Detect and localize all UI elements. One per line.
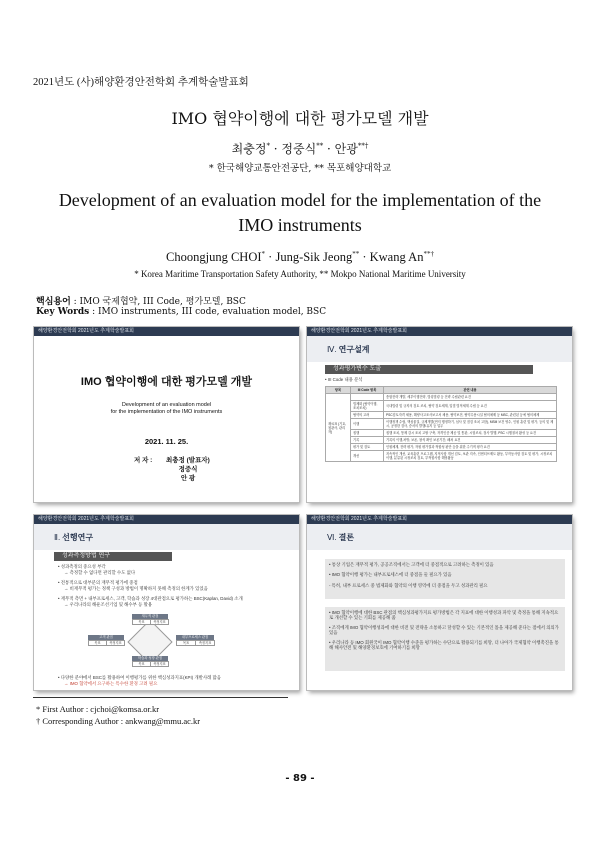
slide-bullet: • 전통적으로 대부분의 재무적 평가에 중점: [58, 580, 138, 585]
title-english: Development of an evaluation model for the implementation of the IMO instruments: [58, 190, 542, 235]
slide-section-band: [307, 524, 572, 550]
author-1: 최충정: [231, 142, 267, 156]
bsc-cell: 목표: [176, 640, 196, 646]
bsc-cell: 측정지표: [106, 640, 125, 646]
section-number: Ⅵ.: [327, 533, 337, 542]
table-cell: 국내법령 및 규칙의 검토 조치, 협약 검토체계, 입법 법적체계 수립 등 요건: [384, 401, 557, 412]
section-title: [327, 344, 370, 355]
author-sep: ·: [323, 142, 335, 156]
keywords-label: 핵심용어: [36, 297, 71, 307]
table-row: [326, 419, 557, 430]
conclusion-box-1: [325, 559, 565, 599]
slide-title: [34, 327, 299, 502]
bsc-cell: 목표: [132, 619, 151, 625]
footnote-divider: [33, 697, 288, 698]
bsc-learning-box: 학습과 성장 관점: [132, 656, 168, 661]
section-number: Ⅱ.: [54, 533, 61, 542]
slide-bullet-sub: → IMO 협약에서 요구하는 특수한 환경 고려 필요: [64, 681, 158, 686]
table-row: [326, 451, 557, 462]
bsc-cell: 목표: [132, 661, 151, 667]
section-name: 선행연구: [62, 533, 94, 542]
author-en-1: Choongjung CHOI: [166, 250, 262, 265]
keywords-text: : IMO 국제협약, III Code, 평가모델, BSC: [73, 297, 246, 307]
section-title: [54, 532, 93, 543]
table-cell: [351, 394, 384, 401]
slide-bullet: • 성과측정의 중요성 부각: [58, 564, 106, 569]
bsc-financial-box: 재무적 관점: [132, 614, 168, 619]
conclusion-point: • IMO 협약이행에 대한 BSC 관점의 핵심성과평가지표 평가방법은 각 지표에 대한 이행성과 파악 및 측정을 통해 지속적으로 개선할 수 있는 기회를 제공해 줌: [329, 610, 559, 621]
page-number: - 89 -: [285, 773, 315, 784]
authors-english: Choongjung CHOI* · Jung-Sik Jeong** · Kwang An**†: [166, 250, 434, 265]
keywords-label: Key Words: [36, 307, 90, 317]
section-number: Ⅳ.: [327, 345, 337, 354]
slide-bullet: • 다양한 분야에서 BSC를 활용하여 이행평가를 위한 핵심성과지표(KPI) 개발사례 많음: [58, 675, 222, 680]
section-title: [327, 532, 354, 543]
conclusion-point: • 조직에게 IMO 협약이행성과에 대한 비전 및 전략을 소통하고 달성할 수 있는 기본적인 틀을 제공해 준다는 점에서 의의가 있음: [329, 624, 559, 636]
slide-bullet: • III Code 내용 분석: [325, 377, 363, 382]
slide-date: 2021. 11. 25.: [144, 437, 189, 446]
author-sep: ·: [359, 250, 370, 265]
table-cell: 종합전략 개발, 세부이행전략, 법령법령 등 전략 수립관련 요건: [384, 394, 557, 401]
table-cell: 집행 조치, 통제 감시 조치 고할 구축, 자격인증 제공 및 통관, 시험조치, 점사 발행, PSC 시행절차 활성 등 요건: [384, 430, 557, 437]
bsc-process-box: 내부프로세스 관점: [176, 635, 214, 640]
slide-presenter: 최충정 (발표자): [166, 457, 210, 464]
author-en-2: Jung-Sik Jeong: [275, 250, 353, 265]
slide-subtitle-1: Development of an evaluation model: [121, 402, 212, 408]
slide-title-text: IMO 협약이행에 대한 평가모델 개발: [80, 376, 253, 388]
conclusion-point: • 우리나라 등 IMO 회원국이 IMO 협약이행 수준을 평가하는 수단으로 활용되기를 희망, 더 나아가 국제협약 이행촉진을 통해 해사안전 및 해양환경보호에 기여하기를 희망: [329, 639, 559, 651]
slide-prior-research: [34, 515, 299, 690]
slide-section-band: [307, 336, 572, 362]
slide-presenter-label: 저 자 :: [134, 457, 153, 464]
table-row: [326, 401, 557, 412]
author-sep: ·: [265, 250, 276, 265]
table-row: [326, 412, 557, 419]
slide-bullet-sub: → 비재무적 평가는 정책 구성과 방법이 명확하지 못해 측정의 한계가 있었음: [64, 586, 208, 591]
conclusion-point: • IMO 협약이행 평가는 내부프로세스에 더 중점을 둘 필요가 있음: [329, 572, 452, 578]
table-row: [326, 444, 557, 451]
section-name: 결론: [338, 533, 355, 542]
slide-bullet-sub: → 측정할 수 없다면 관리할 수도 없다: [64, 570, 136, 575]
slide-subtitle-2: for the implementation of the IMO instruments: [110, 409, 223, 415]
section-name: 연구설계: [338, 345, 370, 354]
table-cell: 협약의 고려: [351, 412, 384, 419]
slide-header: 해양환경안전학회 2021년도 추계학술발표회: [34, 327, 299, 336]
bsc-cell: 목표: [88, 640, 107, 646]
table-cell: 평가 및 검토: [351, 444, 384, 451]
table-cell: 인원체계, 전략 평가, 자원 평가결과 적합성 판단 등을 위한 주기적 평가 요건: [384, 444, 557, 451]
affiliation-korean: * 한국해양교통안전공단, ** 목포해양대학교: [208, 163, 392, 174]
title-korean: IMO 협약이행에 대한 평가모델 개발: [171, 109, 429, 128]
keywords-korean: [36, 294, 246, 307]
table-cell: 재료표 (기호, 청관사, 관리자): [326, 394, 351, 462]
slide-research-design: [307, 327, 572, 502]
table-cell: 기록: [351, 437, 384, 444]
slide-header: 해양환경안전학회 2021년도 추계학술발표회: [307, 327, 572, 336]
table-cell: 이행정책 수립, 핵심물질, 규제개발(먼저 행정하기, 심사 및 점검 조치 고함), MSM 보건 영수, 인원 훈련 및 평가, 등의 및 제시, 공정한 검사, 증서의 발행/유지 등 업무: [384, 419, 557, 430]
conclusion-point: • 통상 기업은 재무적 평가, 공공조직에서는 고객에 더 중점적으로 고려하는 측정이 있음: [329, 562, 494, 567]
table-cell: 집행: [351, 430, 384, 437]
slide-conclusion: [307, 515, 572, 690]
slide-subheading-bar: 성과평가변수 도출: [325, 365, 533, 374]
table-row: [326, 430, 557, 437]
slide-bullet-sub: → 우리나라의 해운조선기업 및 해수부 등 활용: [64, 602, 153, 607]
bsc-cell: 측정지표: [150, 619, 169, 625]
keywords-english: [36, 307, 326, 317]
table-cell: 법제화 (협약이행, 조치조치): [351, 401, 384, 412]
conclusion-box-2: [325, 607, 565, 671]
table-row: [326, 437, 557, 444]
slide-coauthor-2: 안 광: [180, 475, 196, 482]
table-header: III Code 항목: [351, 387, 384, 394]
affiliation-english: * Korea Maritime Transportation Safety Authority, ** Mokpo National Maritime University: [134, 269, 466, 279]
slide-section-band: [34, 524, 299, 550]
table-cell: 기록의 이행,처방, 보존, 참석 확인 보존기간, 폐처 요건: [384, 437, 557, 444]
author-3: 안광: [334, 142, 358, 156]
table-row: [326, 394, 557, 401]
iii-code-table: [325, 386, 557, 462]
author-en-3: Kwang An: [369, 250, 424, 265]
authors-korean: 최충정* · 정중식** · 안광**†: [231, 142, 369, 156]
author-sep: ·: [269, 142, 282, 156]
slide-header: 해양환경안전학회 2021년도 추계학술발표회: [307, 515, 572, 524]
conference-header: 2021년도 (사)해양환경안전학회 추계학술발표회: [33, 77, 249, 88]
footnote-first-author: * First Author : cjchoi@komsa.or.kr: [36, 704, 160, 714]
table-cell: 이행: [351, 419, 384, 430]
table-cell: 지속적인 개선, 교육훈련 프로그램, 지적사항 개선 검토, 보관 지속, 인센티브제도 활동, 부작동사항 검토 및 평가, 시정조치 이행, 분류된 시정조치 검토, 부적합사항 해당활동: [384, 451, 557, 462]
author-2: 정중식: [281, 142, 317, 156]
table-header: 관련 내용: [384, 387, 557, 394]
bsc-customer-box: 고객 관점: [88, 635, 124, 640]
bsc-cell: 측정지표: [150, 661, 169, 667]
keywords-text: : IMO instruments, III code, evaluation model, BSC: [92, 307, 327, 317]
table-header: 항목: [326, 387, 351, 394]
conclusion-point: - 특히, 내부 프로세스 중 법제화와 협약의 이행 영역에 더 중점을 두고 성과관리 필요: [329, 582, 488, 588]
table-cell: 개선: [351, 451, 384, 462]
slide-bullet: • 재무적 측면 + 내부프로세스, 고객, 학습과 성장 4대관점으로 평가하는 BSC(Kaplan, David) 소개: [58, 596, 243, 601]
table-cell: PSC검토자격 채용, 해양사고조사보고서 채용, 협약보전, 협약수용시설 협의체제 등 MSC, 관련된 등에 협의체제: [384, 412, 557, 419]
slide-header: 해양환경안전학회 2021년도 추계학술발표회: [34, 515, 299, 524]
footnote-corresponding-author: † Corresponding Author : ankwang@mmu.ac.kr: [36, 716, 201, 726]
bsc-cell: 측정지표: [195, 640, 215, 646]
slide-subheading-bar: 성과측정방법 연구: [54, 552, 172, 561]
slide-coauthor-1: 정중식: [178, 466, 198, 473]
